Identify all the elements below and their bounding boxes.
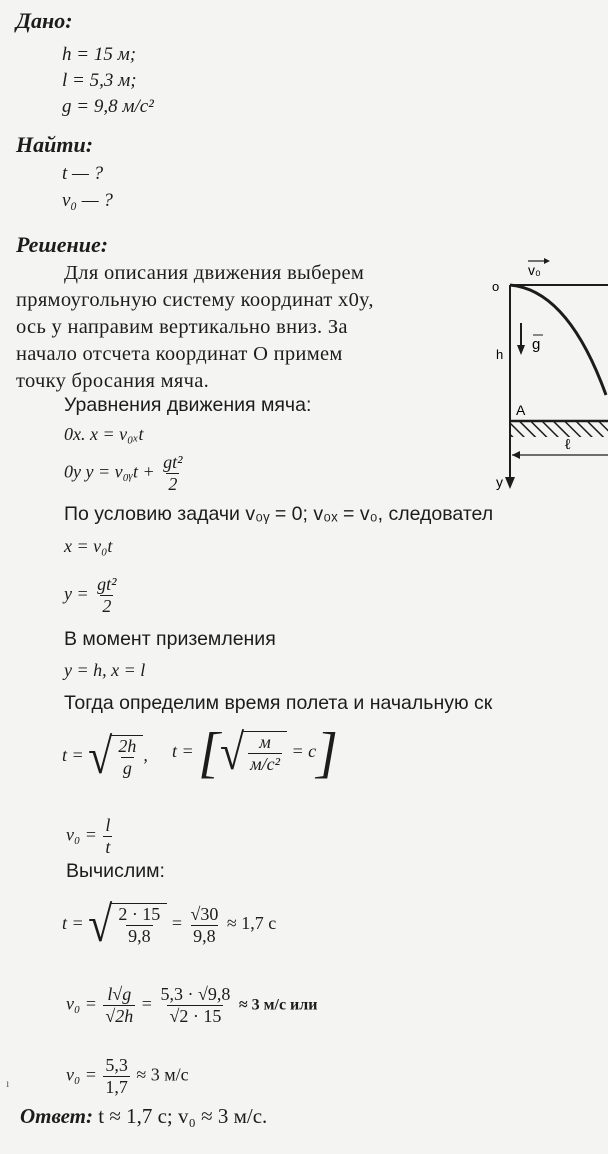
l-label: ℓ <box>564 435 572 453</box>
t-formula: t = √ $\frac{2h}{g}$ , <box>62 728 148 785</box>
find-heading: Найти: <box>16 132 94 157</box>
equation-x: 0x. x = v₀ₓt <box>64 424 144 444</box>
solution-line-3: ось y направим вертикально вниз. За <box>16 316 348 338</box>
given-h: h = 15 м; <box>62 44 137 65</box>
calc-heading: Вычислим: <box>66 860 165 882</box>
point-a-label: A <box>516 402 526 418</box>
calc-v0: v₀ = $\frac{l√g}{√2h}$ = $\frac{5,3 \cdot √9,8}{√2 \cdot 15}$ ≈ 3 м/c или <box>66 984 318 1026</box>
landing-equation: y = h, x = l <box>64 660 146 680</box>
solution-line-5: точку бросания мяча. <box>16 370 210 392</box>
given-l: l = 5,3 м; <box>62 70 137 91</box>
v0-arrow-head <box>544 258 550 264</box>
trajectory-curve <box>510 285 606 395</box>
v0-label: v₀ <box>528 262 541 278</box>
v0-formula: v₀ = $\frac{l}{t}$ <box>66 815 111 857</box>
find-t: t — ? <box>62 163 104 184</box>
distance-arrow <box>512 451 520 459</box>
gravity-arrow-head <box>517 345 525 355</box>
equation-y: 0y y = v₀ᵧt + $\frac{\text{gt²}}{2}$ <box>64 452 183 494</box>
then-text: Тогда определим время полета и начальную ск <box>64 692 493 714</box>
landing-text: В момент приземления <box>64 628 276 650</box>
answer-line: Ответ: t ≈ 1,7 с; v₀ ≈ 3 м/с. <box>20 1104 268 1128</box>
y-axis-arrow <box>505 477 515 489</box>
solution-heading: Решение: <box>16 232 109 257</box>
condition-line: По условию задачи v₀ᵧ = 0; v₀ₓ = v₀, следовател <box>64 503 494 525</box>
t-units-formula: t = [ √ $\frac{м}{\text{м/c²}}$ = c] <box>172 722 338 784</box>
calc-t: t = √ $\frac{2 \cdot 15}{9,8}$ = $\frac{√30}{9,8}$ ≈ 1,7 c <box>62 896 277 953</box>
solution-line-2: прямоугольную систему координат x0y, <box>16 289 374 311</box>
solution-line-1: Для описания движения выберем <box>64 262 365 284</box>
x-equation: x = v₀t <box>64 536 113 556</box>
origin-label: o <box>492 279 500 294</box>
g-label: g <box>532 336 541 353</box>
find-v0: v₀ — ? <box>62 190 113 211</box>
given-heading: Дано: <box>16 8 73 33</box>
h-label: h <box>496 347 504 362</box>
calc-v0-alt: v₀ = $\frac{5,3}{1,7}$ ≈ 3 м/c <box>66 1055 189 1097</box>
y-equation: y = $\frac{\text{gt²}}{2}$ <box>64 574 117 616</box>
trajectory-diagram <box>488 255 608 495</box>
equations-title: Уравнения движения мяча: <box>64 394 312 416</box>
solution-line-4: начало отсчета координат O примем <box>16 343 343 365</box>
given-g: g = 9,8 м/c² <box>62 96 154 117</box>
y-label: y <box>496 474 503 490</box>
ground-hatch <box>510 421 608 437</box>
margin-mark: ı <box>6 1076 10 1090</box>
